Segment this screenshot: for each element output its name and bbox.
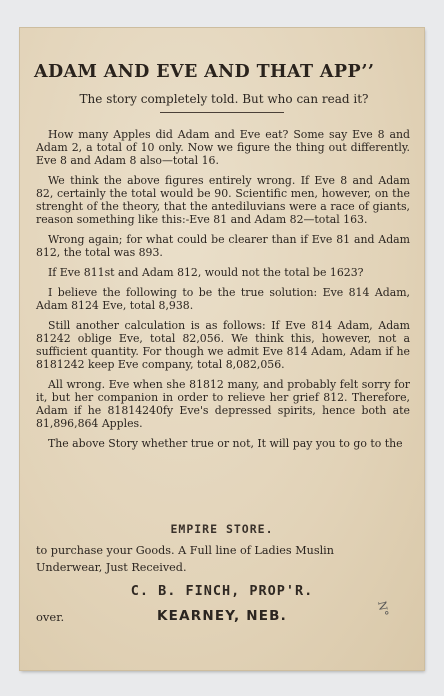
story-paragraph: Wrong again; for what could be clearer than if Eve 81 and Adam 812, the total was 893. — [36, 233, 410, 259]
card-title: ADAM AND EVE AND THAT APPʼʼ — [34, 62, 375, 82]
location-label: KEARNEY, NEB. — [157, 608, 287, 624]
purchase-line: Underwear, Just Received. — [36, 561, 187, 574]
pencil-note: N° — [375, 600, 391, 618]
store-name: EMPIRE STORE. — [170, 522, 274, 536]
over-label: over. — [36, 610, 65, 624]
proprietor-name: C. B. FINCH, PROP'R. — [130, 583, 314, 599]
story-paragraph: I believe the following to be the true solution: Eve 814 Adam, Adam 8124 Eve, total 8,938. — [36, 286, 410, 312]
divider-rule — [160, 112, 284, 113]
story-body — [36, 128, 410, 457]
story-paragraph: We think the above figures entirely wrong. If Eve 8 and Adam 82, certainly the total would be 90. Scientific men, however, on the strenght of the theory, that the antediluvians were a race of giants, reason something like this:-Eve 81 and Adam 82—total 163. — [36, 174, 410, 226]
purchase-text — [36, 542, 416, 576]
story-paragraph: All wrong. Eve when she 81812 many, and probably felt sorry for it, but her companion in order to relieve her grief 812. Therefore, Adam if he 81814240fy Eve's depressed spirits, hence both ate 81,896,864 Apples. — [36, 378, 410, 430]
trade-card — [20, 28, 424, 670]
purchase-line: to purchase your Goods. A Full line of Ladies Muslin — [36, 544, 334, 557]
card-subtitle: The story completely told. But who can read it? — [79, 92, 369, 106]
story-paragraph: If Eve 811st and Adam 812, would not the total be 1623? — [48, 266, 364, 279]
story-paragraph: How many Apples did Adam and Eve eat? Some say Eve 8 and Adam 2, a total of 10 only. Now we figure the thing out differently. Eve 8 and Adam 8 also—total 16. — [36, 128, 410, 167]
story-paragraph: Still another calculation is as follows: If Eve 814 Adam, Adam 81242 oblige Eve, total 82,056. We think this, however, not a sufficient quantity. For though we admit Eve 814 Adam, Adam if he 8181242 keep Eve company, total 8,082,056. — [36, 319, 410, 371]
story-paragraph: The above Story whether true or not, It will pay you to go to the — [48, 437, 403, 450]
